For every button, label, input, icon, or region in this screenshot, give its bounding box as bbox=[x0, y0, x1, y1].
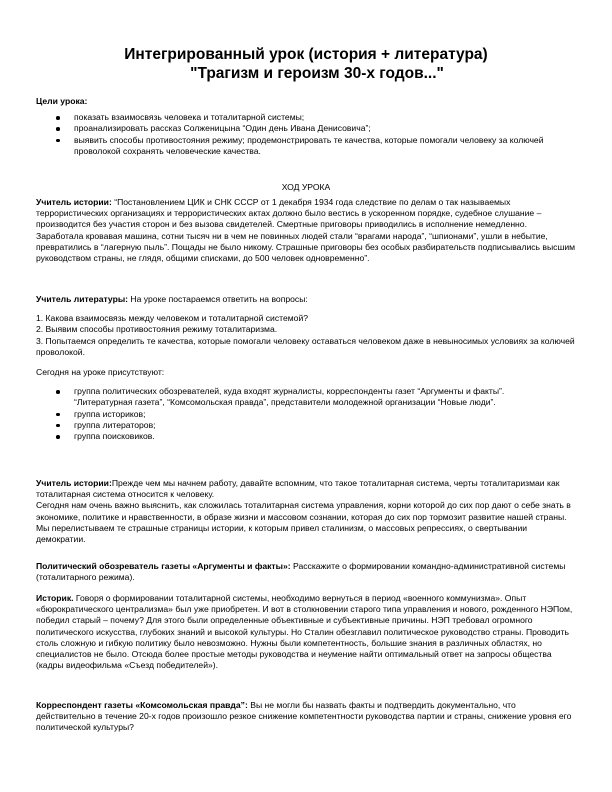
group-item: группа литераторов; bbox=[36, 420, 576, 431]
title-line-2: "Трагизм и героизм 30-х годов..." bbox=[190, 65, 444, 82]
speaker-label: Историк. bbox=[36, 593, 74, 603]
questions-list bbox=[36, 313, 576, 358]
paragraph-text: Расскажите о формировании командно-административной системы (тоталитарного режима). bbox=[36, 561, 566, 583]
groups-list bbox=[36, 386, 576, 442]
goal-item: проанализировать рассказ Солженицына “Один день Ивана Денисовича”; bbox=[36, 123, 576, 134]
paragraph-text-2: Сегодня нам очень важно выяснить, как сложилась тоталитарная система управления, корни которой до сих пор дают о себе знать в экономике, политике и нравственности, в образе жизни и массовом сознании, которая до сих пор тормозит развитие нашей страны. Мы перелистываем те страшные страницы истории, к которым привел сталинизм, о массовых репрессиях, о свертывании демократии. bbox=[36, 500, 571, 545]
question-item: 1. Какова взаимосвязь между человеком и тоталитарной системой? bbox=[36, 313, 309, 324]
literature-teacher-section bbox=[36, 294, 576, 442]
goals-list bbox=[36, 112, 576, 157]
question-item: 3. Попытаемся определить те качества, которые помогали человеку оставаться человеком даже в невыносимых условиях за колючей проволокой. bbox=[36, 335, 575, 357]
paragraph-text: “Постановлением ЦИК и СНК СССР от 1 декабря 1934 года следствие по делам о так называемых террористических организациях и террористических актах должно было вестись в ускоренном порядке, судебное слушание – производится без участия сторон и без вызова свидетелей. Смертные приговоры приводились в исполнение немедленно. Заработала кровавая машина, сотни тысяч ни в чем не повинных людей стали “врагами народа”, “шпионами”, ушли в небытие, превратились в “лагерную пыль”. Пощады не было никому. Страшные приговоры без особых разбирательств подписывались высшим руководством страны, не глядя, общими списками, до 500 человек одновременно”. bbox=[36, 197, 576, 264]
question-item: 2. Выявим способы противостояния режиму тоталитаризма. bbox=[36, 324, 278, 335]
speaker-label: Учитель литературы: bbox=[36, 294, 129, 304]
paragraph-text: На уроке постараемся ответить на вопросы: bbox=[128, 294, 308, 304]
speaker-label: Политический обозреватель газеты «Аргументы и факты»: bbox=[36, 561, 291, 571]
paragraph-text: Прежде чем мы начнем работу, давайте вспомним, что такое тоталитарная система, черты тоталитаризмаи как тоталитарная система относится к человеку. bbox=[36, 478, 560, 500]
goal-item: выявить способы противостояния режиму; продемонстрировать те качества, которые помогали человеку за колючей проволокой сохранять человеческие качества. bbox=[36, 135, 576, 157]
goals-heading: Цели урока: bbox=[36, 96, 88, 106]
goal-item: показать взаимосвязь человека и тоталитарной системы; bbox=[36, 112, 576, 123]
group-item: группа историков; bbox=[36, 409, 576, 420]
history-teacher-paragraph-1 bbox=[36, 197, 576, 264]
correspondent-paragraph bbox=[36, 700, 576, 734]
history-teacher-paragraph-2 bbox=[36, 478, 576, 545]
historian-paragraph bbox=[36, 593, 576, 671]
group-item: группа поисковиков. bbox=[36, 431, 576, 442]
present-label: Сегодня на уроке присутствуют: bbox=[36, 367, 165, 378]
paragraph-text: Говоря о формировании тоталитарной системы, необходимо вернуться в период «военного коммунизма». Опыт «бюрократического централизма» был уже приобретен. И вот в столкновении старого типа управления и нового, рожденного НЭПом, победил старый – почему? Для этого были определенные объективные и субъективные причины. НЭП требовал огромного политического искусства, глубоких знаний и высокой культуры. Но Сталин обезглавил политическое руководство страны. Проводить столь сложную и гибкую политику было невозможно. Нужны были компетентность, большие знания в различных областях, но специалистов не было. Отсюда более простые методы руководства и неумение найти оптимальный ответ на запросы общества (кадры видеофильма «Съезд победителей»). bbox=[36, 593, 573, 671]
group-item: группа политических обозревателей, куда входят журналисты, корреспонденты газет “Аргументы и факты”. “Литературная газета”, “Комсомольская правда”, представители молодежной организации “Новые люди”. bbox=[36, 386, 576, 408]
course-heading: ХОД УРОКА bbox=[281, 182, 331, 192]
title-line-1: Интегрированный урок (история + литература) bbox=[124, 46, 488, 63]
paragraph-text: Вы не могли бы назвать факты и подтвердить документально, что действительно в течение 20-х годов произошло резкое снижение компетентности руководства партии и страны, снижение уровня его политической культуры? bbox=[36, 700, 572, 733]
speaker-label: Учитель истории: bbox=[36, 478, 112, 488]
political-observer-paragraph bbox=[36, 561, 576, 583]
speaker-label: Корреспондент газеты «Комсомольская правда”: bbox=[36, 700, 248, 710]
speaker-label: Учитель истории: bbox=[36, 197, 112, 207]
goals-section bbox=[36, 96, 576, 157]
